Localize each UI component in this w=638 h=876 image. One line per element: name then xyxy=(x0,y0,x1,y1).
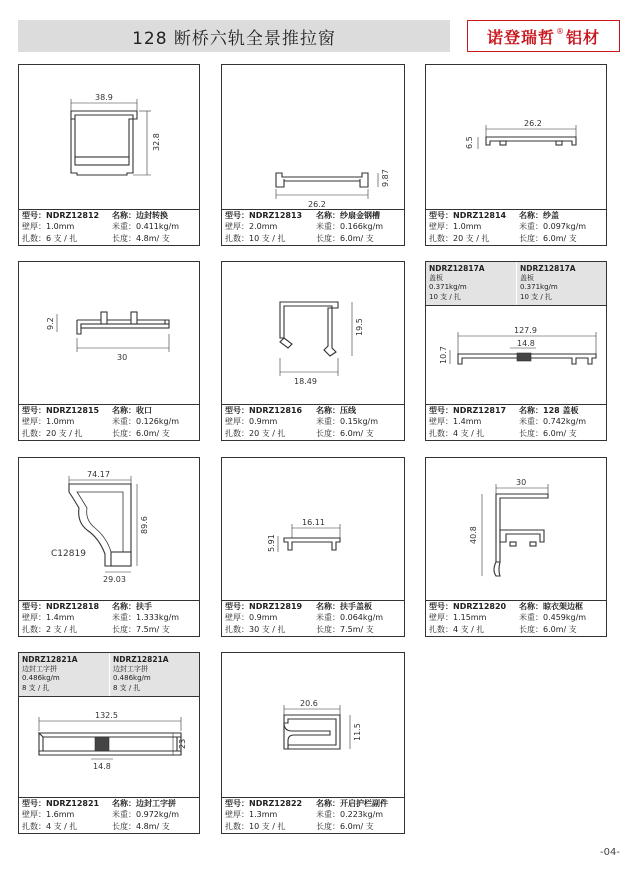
product-name: 名称：收口 xyxy=(112,406,152,415)
product-name: 名称：边封转换 xyxy=(112,211,168,220)
bundle-count: 扎数：20 支 / 扎 xyxy=(429,234,490,243)
variant-column xyxy=(426,262,516,305)
meter-weight: 米重：0.097kg/m xyxy=(519,222,587,231)
variant-name: 边封工字拼 xyxy=(113,664,148,673)
dim-height: 6.5 xyxy=(465,136,474,149)
dim-width: 30 xyxy=(117,353,128,362)
bar-length: 长度：6.0m/ 支 xyxy=(112,429,170,438)
model-code: 型号：NDRZ12818 xyxy=(22,602,100,611)
model-code: 型号：NDRZ12822 xyxy=(225,799,303,808)
dim-width: 74.17 xyxy=(87,470,110,479)
bar-length: 长度：7.5m/ 支 xyxy=(112,625,170,634)
variant-column xyxy=(109,653,199,696)
meter-weight: 米重：1.333kg/m xyxy=(112,613,180,622)
meter-weight: 米重：0.972kg/m xyxy=(112,810,180,819)
bar-length: 长度：4.8m/ 支 xyxy=(112,234,170,243)
variant-weight: 0.371kg/m xyxy=(429,283,467,291)
dim-width: 18.49 xyxy=(294,377,317,386)
bundle-count: 扎数：30 支 / 扎 xyxy=(225,625,286,634)
page-number: -04- xyxy=(600,847,620,858)
product-info xyxy=(19,209,199,245)
wall-thickness: 壁厚：2.0mm xyxy=(225,222,278,231)
registered-mark: ® xyxy=(556,26,565,36)
profile-drawing xyxy=(426,306,606,404)
dim-width: 127.9 xyxy=(514,326,537,335)
bundle-count: 扎数：10 支 / 扎 xyxy=(225,234,286,243)
dim-height: 89.6 xyxy=(140,516,149,534)
dim-slot: 14.8 xyxy=(517,339,535,348)
model-code: 型号：NDRZ12813 xyxy=(225,211,303,220)
page-header xyxy=(18,20,620,52)
dim-height: 32.8 xyxy=(152,133,161,151)
product-card-12817 xyxy=(425,261,607,441)
model-code: 型号：NDRZ12815 xyxy=(22,406,100,415)
profile-drawing xyxy=(222,458,404,600)
wall-thickness: 壁厚：0.9mm xyxy=(225,613,278,622)
wall-thickness: 壁厚：1.0mm xyxy=(429,222,482,231)
model-code: 型号：NDRZ12812 xyxy=(22,211,100,220)
product-name: 名称：压线 xyxy=(316,406,356,415)
bar-length: 长度：6.0m/ 支 xyxy=(519,234,577,243)
variant-pack: 8 支 / 扎 xyxy=(22,683,50,692)
meter-weight: 米重：0.742kg/m xyxy=(519,417,587,426)
product-name: 名称：128 盖板 xyxy=(519,406,579,415)
model-code: 型号：NDRZ12820 xyxy=(429,602,507,611)
variant-name: 盖板 xyxy=(429,273,443,282)
wall-thickness: 壁厚：1.0mm xyxy=(22,222,75,231)
product-card-12822 xyxy=(221,652,405,834)
product-card-12814 xyxy=(425,64,607,246)
variant-pack: 8 支 / 扎 xyxy=(113,683,141,692)
model-code: 型号：NDRZ12819 xyxy=(225,602,303,611)
variant-weight: 0.486kg/m xyxy=(22,674,60,682)
bar-length: 长度：7.5m/ 支 xyxy=(316,625,374,634)
meter-weight: 米重：0.15kg/m xyxy=(316,417,379,426)
variant-column xyxy=(516,262,606,305)
dim-height: 40.8 xyxy=(469,526,478,544)
model-code: 型号：NDRZ12816 xyxy=(225,406,303,415)
dim-slot: 14.8 xyxy=(93,762,111,771)
dim-width: 26.2 xyxy=(308,200,326,209)
dim-width: 20.6 xyxy=(300,699,318,708)
dim-width: 16.11 xyxy=(302,518,325,527)
variant-weight: 0.371kg/m xyxy=(520,283,558,291)
dim-height: 11.5 xyxy=(353,723,362,741)
product-card-12812 xyxy=(18,64,200,246)
variant-code: NDRZ12821A xyxy=(22,655,78,664)
profile-drawing xyxy=(19,458,199,600)
dim-height: 19.5 xyxy=(355,318,364,336)
product-card-12821 xyxy=(18,652,200,834)
bundle-count: 扎数：20 支 / 扎 xyxy=(225,429,286,438)
product-name: 名称：开启护栏副件 xyxy=(316,799,388,808)
product-card-12813 xyxy=(221,64,405,246)
model-code: 型号：NDRZ12814 xyxy=(429,211,507,220)
meter-weight: 米重：0.223kg/m xyxy=(316,810,384,819)
wall-thickness: 壁厚：1.0mm xyxy=(22,417,75,426)
profile-drawing xyxy=(426,458,606,600)
product-info xyxy=(426,209,606,245)
product-info xyxy=(19,797,199,833)
dim-height: 9.87 xyxy=(381,169,390,187)
product-info xyxy=(426,600,606,636)
meter-weight: 米重：0.064kg/m xyxy=(316,613,384,622)
wall-thickness: 壁厚：0.9mm xyxy=(225,417,278,426)
profile-drawing xyxy=(222,262,404,404)
product-card-12816 xyxy=(221,261,405,441)
wall-thickness: 壁厚：1.15mm xyxy=(429,613,487,622)
dim-height: 10.7 xyxy=(439,346,448,364)
product-name: 名称：扶手 xyxy=(112,602,152,611)
wall-thickness: 壁厚：1.6mm xyxy=(22,810,75,819)
product-name: 名称：扶手盖板 xyxy=(316,602,372,611)
dim-width: 30 xyxy=(516,478,527,487)
product-name: 名称：边封工字拼 xyxy=(112,799,176,808)
bundle-count: 扎数：6 支 / 扎 xyxy=(22,234,78,243)
product-info xyxy=(222,209,404,245)
bundle-count: 扎数：2 支 / 扎 xyxy=(22,625,78,634)
dim-width: 26.2 xyxy=(524,119,542,128)
product-info xyxy=(19,600,199,636)
product-card-12819 xyxy=(221,457,405,637)
meter-weight: 米重：0.459kg/m xyxy=(519,613,587,622)
profile-drawing xyxy=(222,65,404,209)
wall-thickness: 壁厚：1.4mm xyxy=(22,613,75,622)
insert-code: C12819 xyxy=(51,549,86,559)
bundle-count: 扎数：4 支 / 扎 xyxy=(22,822,78,831)
dim-width: 132.5 xyxy=(95,711,118,720)
bar-length: 长度：4.8m/ 支 xyxy=(112,822,170,831)
variant-weight: 0.486kg/m xyxy=(113,674,151,682)
bundle-count: 扎数：4 支 / 扎 xyxy=(429,429,485,438)
bar-length: 长度：6.0m/ 支 xyxy=(316,822,374,831)
page-title: 128 断桥六轨全景推拉窗 xyxy=(18,20,450,52)
variant-name: 盖板 xyxy=(520,273,534,282)
product-info xyxy=(19,404,199,440)
variant-pack: 10 支 / 扎 xyxy=(429,292,461,301)
profile-drawing xyxy=(222,653,404,799)
profile-drawing xyxy=(19,697,199,797)
brand-logo xyxy=(467,20,620,52)
meter-weight: 米重：0.411kg/m xyxy=(112,222,180,231)
bundle-count: 扎数：4 支 / 扎 xyxy=(429,625,485,634)
product-info xyxy=(222,404,404,440)
product-card-12815 xyxy=(18,261,200,441)
bundle-count: 扎数：10 支 / 扎 xyxy=(225,822,286,831)
dim-height: 9.2 xyxy=(46,317,55,330)
brand-name: 诺登瑞哲 xyxy=(486,27,555,47)
product-info xyxy=(222,797,404,833)
variant-table xyxy=(426,262,606,306)
profile-drawing xyxy=(19,262,199,404)
bar-length: 长度：6.0m/ 支 xyxy=(519,429,577,438)
variant-pack: 10 支 / 扎 xyxy=(520,292,552,301)
meter-weight: 米重：0.126kg/m xyxy=(112,417,180,426)
profile-drawing xyxy=(19,65,199,209)
variant-code: NDRZ12821A xyxy=(113,655,169,664)
bar-length: 长度：6.0m/ 支 xyxy=(316,429,374,438)
bundle-count: 扎数：20 支 / 扎 xyxy=(22,429,83,438)
wall-thickness: 壁厚：1.3mm xyxy=(225,810,278,819)
product-name: 名称：晾衣架边框 xyxy=(519,602,583,611)
dim-height: 5.91 xyxy=(267,534,276,552)
product-name: 名称：纱扇金钢槽 xyxy=(316,211,380,220)
variant-column xyxy=(19,653,109,696)
product-name: 名称：纱盖 xyxy=(519,211,559,220)
product-card-12818 xyxy=(18,457,200,637)
brand-suffix: 铝材 xyxy=(566,27,601,47)
product-card-12820 xyxy=(425,457,607,637)
meter-weight: 米重：0.166kg/m xyxy=(316,222,384,231)
dim-base: 29.03 xyxy=(103,575,126,584)
dim-width: 38.9 xyxy=(95,93,113,102)
variant-name: 边封工字拼 xyxy=(22,664,57,673)
variant-code: NDRZ12817A xyxy=(429,264,485,273)
wall-thickness: 壁厚：1.4mm xyxy=(429,417,482,426)
bar-length: 长度：6.0m/ 支 xyxy=(316,234,374,243)
product-info xyxy=(426,404,606,440)
profile-drawing xyxy=(426,65,606,209)
model-code: 型号：NDRZ12817 xyxy=(429,406,507,415)
dim-height: 23 xyxy=(178,738,187,749)
bar-length: 长度：6.0m/ 支 xyxy=(519,625,577,634)
product-info xyxy=(222,600,404,636)
variant-code: NDRZ12817A xyxy=(520,264,576,273)
variant-table xyxy=(19,653,199,697)
model-code: 型号：NDRZ12821 xyxy=(22,799,100,808)
